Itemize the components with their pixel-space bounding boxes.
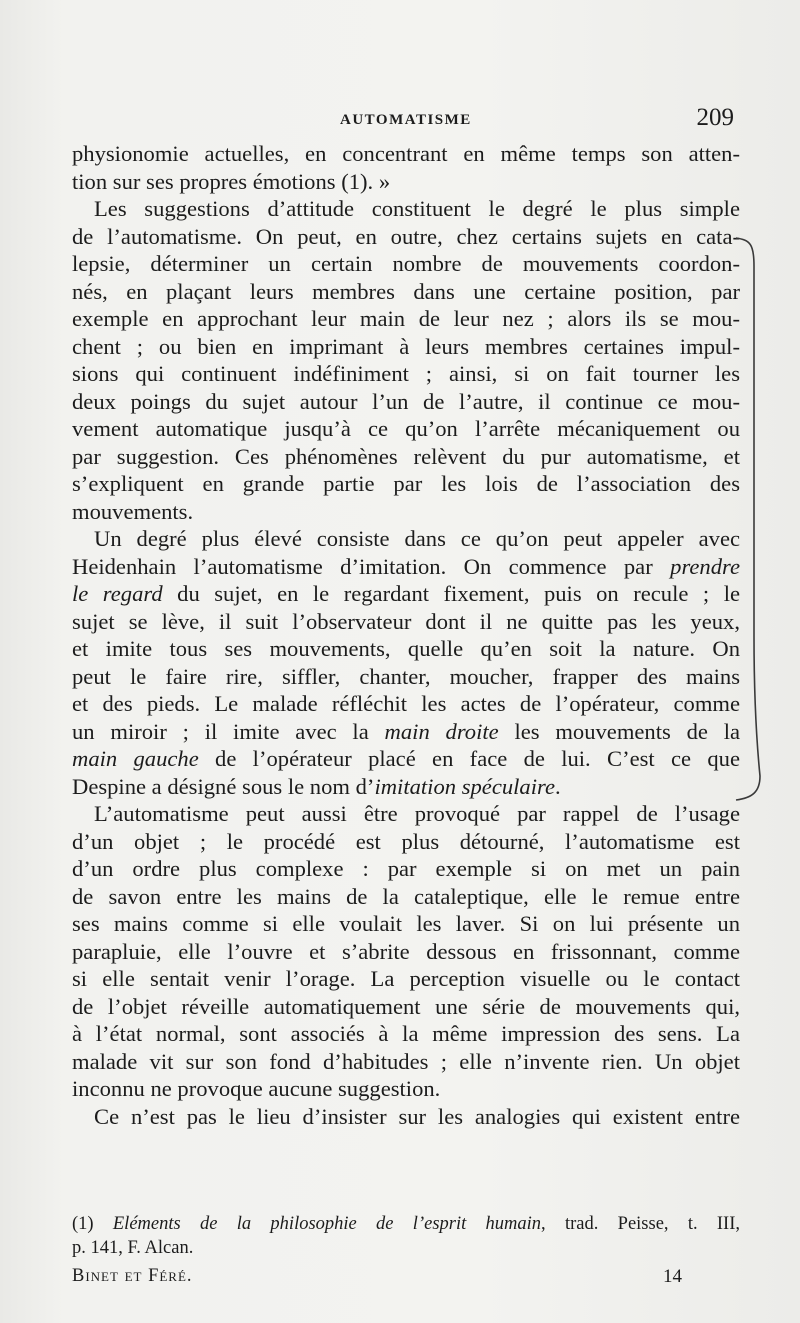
text-line (72, 745, 740, 773)
text-line: sujet se lève, il suit l’observateur dont il ne quitte pas les yeux, (72, 608, 740, 634)
text-line: par suggestion. Ces phénomènes relèvent du pur automatisme, et (72, 443, 740, 469)
text-line (72, 553, 740, 581)
emphasis-text: main gauche (72, 746, 199, 771)
body-text (72, 140, 740, 1130)
text-fragment: Heidenhain l’automatisme d’imitation. On commence par (72, 553, 653, 579)
text-line: peut le faire rire, siffler, chanter, moucher, frapper des mains (72, 663, 740, 689)
footnote-marker: (1) (72, 1214, 94, 1234)
text-fragment: un miroir ; il imite avec la (72, 718, 369, 744)
text-line: physionomie actuelles, en concentrant en même temps son atten- (72, 141, 740, 166)
emphasis-text: prendre (670, 553, 740, 579)
text-line: Un degré plus élevé consiste dans ce qu’on peut appeler avec (94, 526, 740, 551)
text-line (72, 718, 740, 746)
text-fragment: . (554, 773, 561, 799)
text-line: Les suggestions d’attitude constituent le degré le plus simple (94, 196, 740, 221)
text-fragment: Despine a désigné sous le nom d’ (72, 773, 375, 799)
text-line (72, 773, 740, 801)
text-line: d’un ordre plus complexe : par exemple si on met un pain (72, 856, 740, 881)
text-fragment: , trad. Peisse, t. III, (541, 1214, 740, 1234)
margin-bracket-mark (730, 236, 766, 806)
emphasis-text: le regard (72, 581, 163, 606)
text-line: chent ; ou bien en imprimant à leurs membres certaines impul- (72, 333, 740, 359)
text-line: sions qui continuent indéfiniment ; ainsi, si on fait tourner les (72, 361, 740, 386)
text-line: parapluie, elle l’ouvre et s’abrite dessous en frissonnant, comme (72, 938, 740, 964)
text-line: deux poings du sujet autour l’un de l’autre, il continue ce mou- (72, 388, 740, 414)
footnote-line (72, 1212, 740, 1236)
footnote-title: Eléments de la philosophie de l’esprit humain (112, 1214, 542, 1234)
page-footer (72, 1266, 682, 1294)
text-line: de l’objet réveille automatiquement une série de mouvements qui, (72, 993, 740, 1019)
text-line: mouvements. (72, 498, 194, 524)
text-line: et des pieds. Le malade réfléchit les actes de l’opérateur, comme (72, 691, 740, 716)
page-number: 209 (696, 104, 734, 131)
text-fragment: les mouvements de la (514, 718, 741, 744)
text-line: vement automatique jusqu’à ce qu’on l’arrête mécaniquement ou (72, 416, 740, 441)
text-line: à l’état normal, sont associés à la même impression des sens. La (72, 1021, 740, 1046)
text-line: s’expliquent en grande partie par les lois de l’association des (72, 471, 740, 496)
text-line: si elle sentait venir l’orage. La perception visuelle ou le contact (72, 966, 740, 991)
footnote-line: p. 141, F. Alcan. (72, 1238, 194, 1258)
text-line: et imite tous ses mouvements, quelle qu’en soit la nature. On (72, 636, 740, 661)
signature-mark: Binet et Féré. (72, 1266, 193, 1286)
emphasis-text: main droite (384, 718, 499, 744)
running-title: AUTOMATISME (340, 112, 472, 128)
text-line: tion sur ses propres émotions (1). » (72, 168, 391, 194)
page-header (72, 104, 734, 138)
text-line: inconnu ne provoque aucune suggestion. (72, 1076, 441, 1101)
text-line: de l’automatisme. On peut, en outre, chez certains sujets en cata- (72, 223, 740, 249)
text-line: exemple en approchant leur main de leur nez ; alors ils se mou- (72, 306, 740, 331)
text-line (72, 580, 740, 608)
text-fragment: du sujet, en le regardant fixement, puis on recule ; le (177, 581, 741, 606)
footnote (72, 1212, 740, 1260)
text-line: malade vit sur son fond d’habitudes ; elle n’invente rien. Un objet (72, 1048, 740, 1074)
text-line: de savon entre les mains de la cataleptique, elle le remue entre (72, 883, 740, 909)
text-line: d’un objet ; le procédé est plus détourné, l’automatisme est (72, 828, 740, 854)
text-line: ses mains comme si elle voulait les laver. Si on lui présente un (72, 911, 740, 936)
text-line: L’automatisme peut aussi être provoqué par rappel de l’usage (94, 801, 740, 826)
text-line: lepsie, déterminer un certain nombre de mouvements coordon- (72, 251, 740, 276)
sheet-number: 14 (663, 1266, 682, 1287)
text-line: nés, en plaçant leurs membres dans une certaine position, par (72, 278, 740, 304)
text-line: Ce n’est pas le lieu d’insister sur les analogies qui existent entre (94, 1103, 740, 1129)
emphasis-text: imitation spéculaire (374, 773, 555, 799)
text-fragment: de l’opérateur placé en face de lui. C’est ce que (215, 746, 740, 771)
